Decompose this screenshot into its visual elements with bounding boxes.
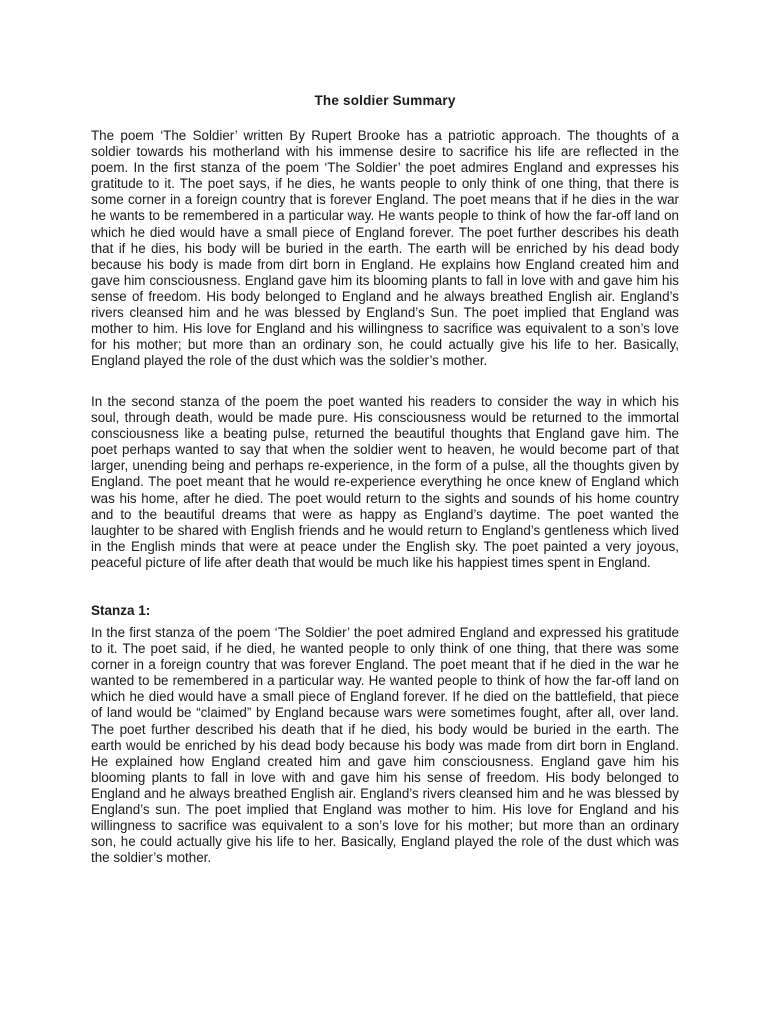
section-heading-stanza-1: Stanza 1: — [91, 603, 151, 618]
document-title: The soldier Summary — [314, 93, 456, 108]
document-page — [91, 0, 679, 1024]
summary-paragraph-2: In the second stanza of the poem the poet wanted his readers to consider the way in which his soul, through death, would be made pure. His consciousness would be returned to the immortal consciousness like a beating pulse, returned the beautiful thoughts that England gave him. The poet perhaps wanted to say that when the soldier went to heaven, he would become part of that larger, unending being and perhaps re-experience, in the form of a pulse, all the thoughts given by England. The poet meant that he would re-experience everything he once knew of England which was his home, after he died. The poet would return to the sights and sounds of his home country and to the beautiful dreams that were as happy as England’s daytime. The poet wanted the laughter to be shared with English friends and he would return to England’s gentleness which lived in the English minds that were at peace under the English sky. The poet painted a very joyous, peaceful picture of life after death that would be much like his happiest times spent in England. — [91, 394, 679, 570]
stanza-1-paragraph: In the first stanza of the poem ‘The Soldier’ the poet admired England and expressed his gratitude to it. The poet said, if he died, he wanted people to only think of one thing, that there was some corner in a foreign country that was forever England. The poet meant that if he died in the war he wanted to be remembered in a particular way. He wanted people to think of how the far-off land on which he died would have a small piece of England forever. If he died on the battlefield, that piece of land would be “claimed” by England because wars were sometimes fought, after all, over land. The poet further described his death that if he died, his body would be buried in the earth. The earth would be enriched by his dead body because his body was made from dirt born in England. He explained how England created him and gave him consciousness. England gave him his blooming plants to fall in love with and gave him his sense of freedom. His body belonged to England and he always breathed English air. England’s rivers cleansed him and he was blessed by England’s sun. The poet implied that England was mother to him. His love for England and his willingness to sacrifice was equivalent to a son’s love for his mother; but more than an ordinary son, he could actually give his life to her. Basically, England played the role of the dust which was the soldier’s mother. — [91, 625, 679, 866]
summary-paragraph-1: The poem ‘The Soldier’ written By Rupert Brooke has a patriotic approach. The thoughts of a soldier towards his motherland with his immense desire to sacrifice his life are reflected in the poem. In the first stanza of the poem ‘The Soldier’ the poet admires England and expresses his gratitude to it. The poet says, if he dies, he wants people to only think of one thing, that there is some corner in a foreign country that is forever England. The poet means that if he dies in the war he wants to be remembered in a particular way. He wants people to think of how the far-off land on which he died would have a small piece of England forever. The poet further describes his death that if he dies, his body will be buried in the earth. The earth will be enriched by his dead body because his body is made from dirt born in England. He explains how England created him and gave him consciousness. England gave him its blooming plants to fall in love with and gave him his sense of freedom. His body belonged to England and he always breathed English air. England’s rivers cleansed him and he was blessed by England’s Sun. The poet implied that England was mother to him. His love for England and his willingness to sacrifice was equivalent to a son’s love for his mother; but more than an ordinary son, he could actually give his life to her. Basically, England played the role of the dust which was the soldier’s mother. — [91, 128, 679, 369]
